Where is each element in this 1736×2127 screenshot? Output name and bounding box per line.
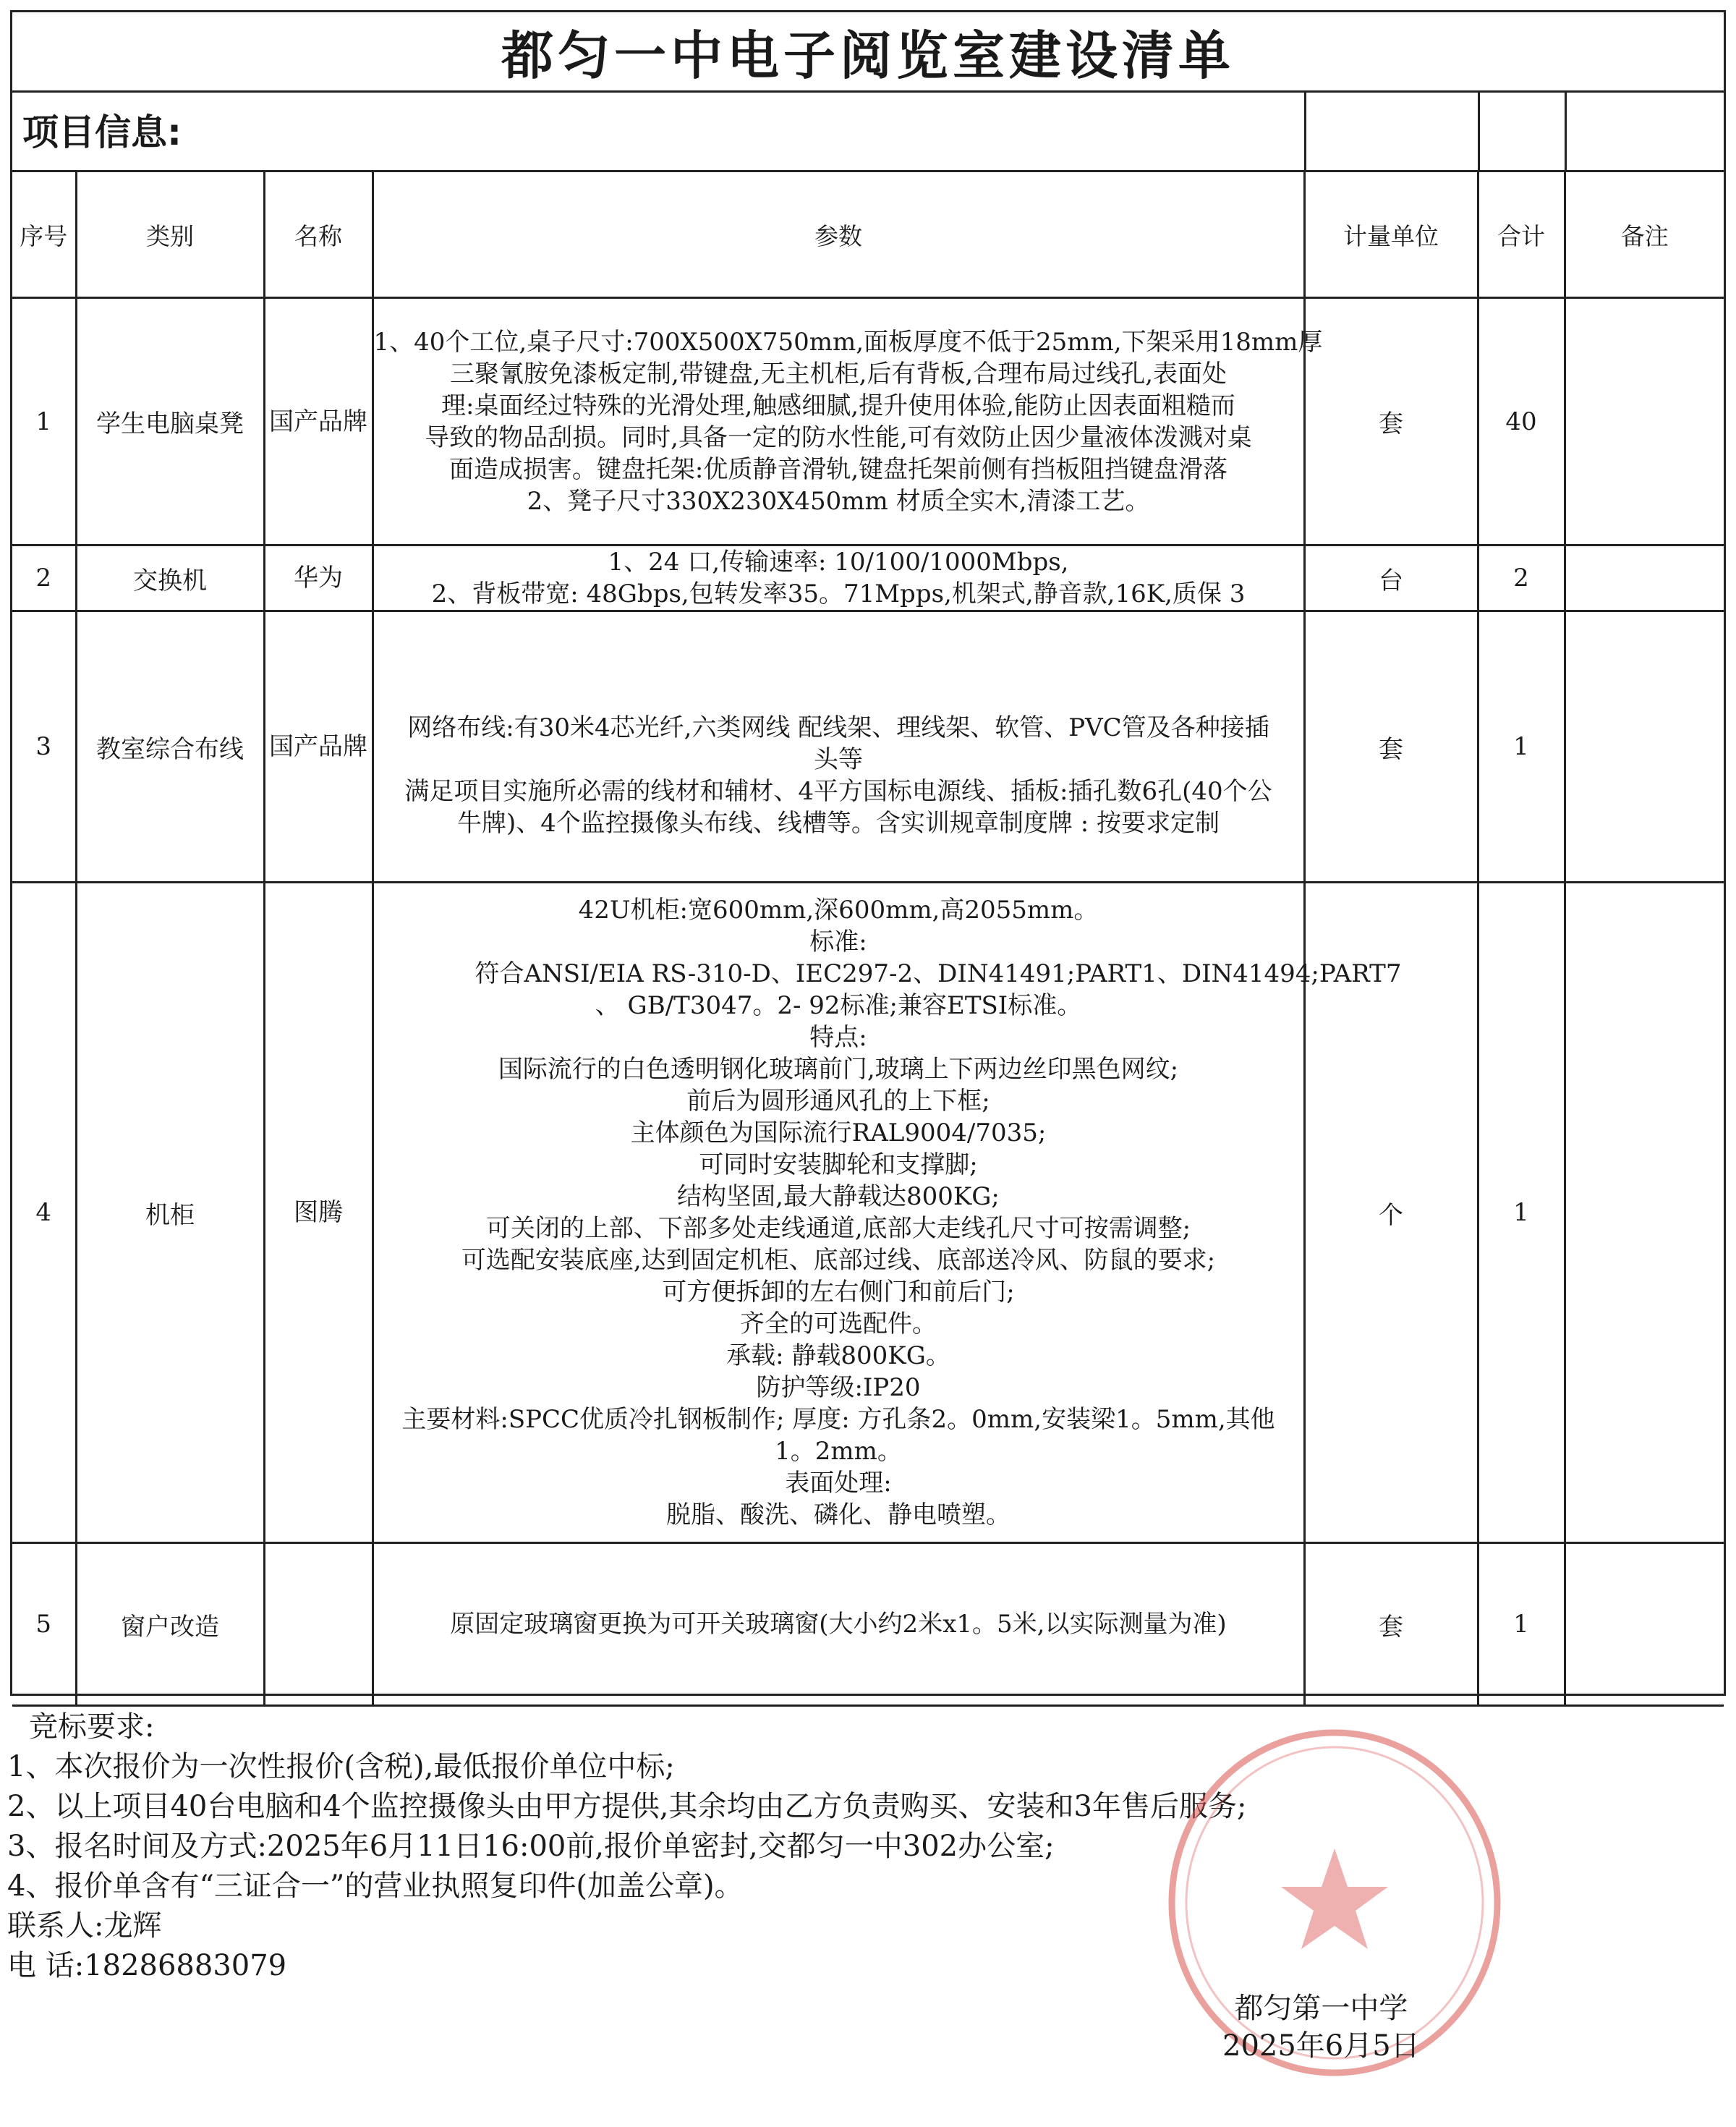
param-line: 表面处理:: [785, 1469, 892, 1498]
row-name-cell: 国产品牌: [264, 298, 373, 545]
row-name-cell: 华为: [264, 545, 373, 611]
row-category-cell: 学生电脑桌凳: [76, 298, 264, 545]
row-note-cell: [1565, 611, 1724, 883]
param-line: 防护等级:IP20: [756, 1373, 921, 1402]
param-line: 标准:: [809, 927, 867, 956]
param-line: 齐全的可选配件。: [740, 1309, 937, 1338]
param-line: 可同时安装脚轮和支撑脚;: [699, 1150, 978, 1179]
row-category-cell: 机柜: [76, 883, 264, 1543]
param-line: 导致的物品刮损。同时,具备一定的防水性能,可有效防止因少量液体泼溅对桌: [425, 423, 1252, 452]
param-line: 原固定玻璃窗更换为可开关玻璃窗(大小约2米x1。5米,以实际测量为准): [450, 1610, 1227, 1639]
param-line: 2、凳子尺寸330X230X450mm 材质全实木,清漆工艺。: [527, 486, 1150, 516]
param-line: 头等: [814, 745, 863, 774]
requirement-item: 3、报名时间及方式:2025年6月11日16:00前,报价单密封,交都匀一中302办公室;: [7, 1830, 1055, 1863]
row-note-cell: [1565, 545, 1724, 611]
param-line: 可选配安装底座,达到固定机柜、底部过线、底部送冷风、防鼠的要求;: [461, 1246, 1216, 1275]
project-info-label: 项目信息:: [22, 111, 182, 153]
row-number-cell: 5: [12, 1543, 76, 1706]
table-row: [12, 298, 1724, 545]
table-row: [12, 1543, 1724, 1706]
requirement-item: 4、报价单含有“三证合一”的营业执照复印件(加盖公章)。: [7, 1869, 744, 1903]
param-line: 牛牌)、4个监控摄像头布线、线槽等。含实训规章制度牌 : 按要求定制: [457, 809, 1220, 838]
param-line: 1、40个工位,桌子尺寸:700X500X750mm,面板厚度不低于25mm,下架采用18mm厚: [373, 327, 1323, 357]
param-line: 理:桌面经过特殊的光滑处理,触感细腻,提升使用体验,能防止因表面粗糙而: [441, 391, 1235, 420]
contact-person: 联系人:龙辉: [7, 1909, 162, 1943]
signature-org: 都匀第一中学: [1234, 1992, 1408, 2025]
col-header-unit: 计量单位: [1304, 171, 1478, 298]
project-info-cell-unit: [1304, 90, 1478, 170]
row-unit-cell: 套: [1304, 298, 1478, 545]
contact-phone: 电 话:18286883079: [7, 1949, 287, 1982]
param-line: 1、24 口,传输速率: 10/100/1000Mbps,: [608, 548, 1069, 577]
row-number-cell: 4: [12, 883, 76, 1543]
param-line: 前后为圆形通风孔的上下框;: [686, 1087, 990, 1116]
param-line: 2、背板带宽: 48Gbps,包转发率35。71Mpps,机架式,静音款,16K,质保 3: [431, 579, 1246, 608]
row-number-cell: 2: [12, 545, 76, 611]
param-line: 可方便拆卸的左右侧门和前后门;: [662, 1278, 1015, 1307]
document-title: 都匀一中电子阅览室建设清单: [12, 12, 1724, 93]
row-params-cell: [373, 1543, 1304, 1706]
row-params-cell: [373, 545, 1304, 611]
signature-date: 2025年6月5日: [1222, 2029, 1420, 2063]
document-sheet: [10, 10, 1726, 1696]
row-params-cell: [373, 298, 1323, 545]
project-info-cell-total: [1478, 90, 1565, 170]
row-unit-cell: 套: [1304, 611, 1478, 883]
requirement-item: 2、以上项目40台电脑和4个监控摄像头由甲方提供,其余均由乙方负责购买、安装和3年售后服务;: [7, 1790, 1247, 1823]
param-line: 、 GB/T3047。2- 92标准;兼容ETSI标准。: [595, 991, 1082, 1020]
param-line: 可关闭的上部、下部多处走线通道,底部大走线孔尺寸可按需调整;: [485, 1214, 1191, 1243]
requirements-heading: 竞标要求:: [29, 1710, 155, 1744]
row-params-cell: [373, 883, 1402, 1543]
row-params-cell: [373, 611, 1304, 883]
table-row: [12, 611, 1724, 883]
project-info-row: [12, 90, 1724, 172]
table-row: [12, 545, 1724, 611]
col-header-name: 名称: [264, 171, 373, 298]
row-note-cell: [1565, 883, 1724, 1543]
col-header-category: 类别: [76, 171, 264, 298]
row-number-cell: 1: [12, 298, 76, 545]
param-line: 1。2mm。: [775, 1437, 902, 1466]
row-category-cell: 交换机: [76, 545, 264, 611]
items-table: [12, 170, 1724, 1707]
row-note-cell: [1565, 1543, 1724, 1706]
row-unit-cell: 个: [1304, 883, 1478, 1543]
row-category-cell: 教室综合布线: [76, 611, 264, 883]
row-name-cell: [264, 1543, 373, 1706]
col-header-note: 备注: [1565, 171, 1724, 298]
col-header-params: 参数: [373, 171, 1304, 298]
row-number-cell: 3: [12, 611, 76, 883]
param-line: 网络布线:有30米4芯光纤,六类网线 配线架、理线架、软管、PVC管及各种接插: [407, 713, 1269, 742]
param-line: 国际流行的白色透明钢化玻璃前门,玻璃上下两边丝印黑色网纹;: [498, 1055, 1179, 1084]
bid-requirements: [7, 1707, 1295, 1986]
row-total-cell: 2: [1478, 545, 1565, 611]
param-line: 特点:: [809, 1023, 867, 1052]
param-line: 三聚氰胺免漆板定制,带键盘,无主机柜,后有背板,合理布局过线孔,表面处: [449, 359, 1227, 389]
param-line: 42U机柜:宽600mm,深600mm,高2055mm。: [578, 896, 1099, 925]
row-name-cell: 国产品牌: [264, 611, 373, 883]
row-unit-cell: 台: [1304, 545, 1478, 611]
row-total-cell: 1: [1478, 1543, 1565, 1706]
project-info-cell-note: [1565, 90, 1724, 170]
requirement-item: 1、本次报价为一次性报价(含税),最低报价单位中标;: [7, 1750, 675, 1783]
row-total-cell: 40: [1478, 298, 1565, 545]
param-line: 面造成损害。键盘托架:优质静音滑轨,键盘托架前侧有挡板阻挡键盘滑落: [448, 454, 1228, 484]
row-total-cell: 1: [1478, 883, 1565, 1543]
param-line: 满足项目实施所必需的线材和辅材、4平方国标电源线、插板:插孔数6孔(40个公: [404, 777, 1272, 806]
col-header-total: 合计: [1478, 171, 1565, 298]
table-row: [12, 883, 1724, 1543]
row-category-cell: 窗户改造: [76, 1543, 264, 1706]
param-line: 脱脂、酸洗、磷化、静电喷塑。: [666, 1500, 1010, 1529]
param-line: 主要材料:SPCC优质冷扎钢板制作; 厚度: 方孔条2。0mm,安装梁1。5mm,其他: [401, 1405, 1275, 1434]
row-unit-cell: 套: [1304, 1543, 1478, 1706]
param-line: 结构坚固,最大静载达800KG;: [677, 1182, 1000, 1211]
param-line: 符合ANSI/EIA RS-310-D、IEC297-2、DIN41491;PART1、DIN41494;PART7: [475, 959, 1402, 988]
signature-block: [1222, 1990, 1420, 2065]
param-line: 承载: 静载800KG。: [726, 1341, 950, 1370]
col-header-no: 序号: [12, 171, 76, 298]
row-note-cell: [1565, 298, 1724, 545]
row-total-cell: 1: [1478, 611, 1565, 883]
row-name-cell: 图腾: [264, 883, 373, 1543]
table-header-row: [12, 171, 1724, 298]
param-line: 主体颜色为国际流行RAL9004/7035;: [630, 1118, 1047, 1147]
